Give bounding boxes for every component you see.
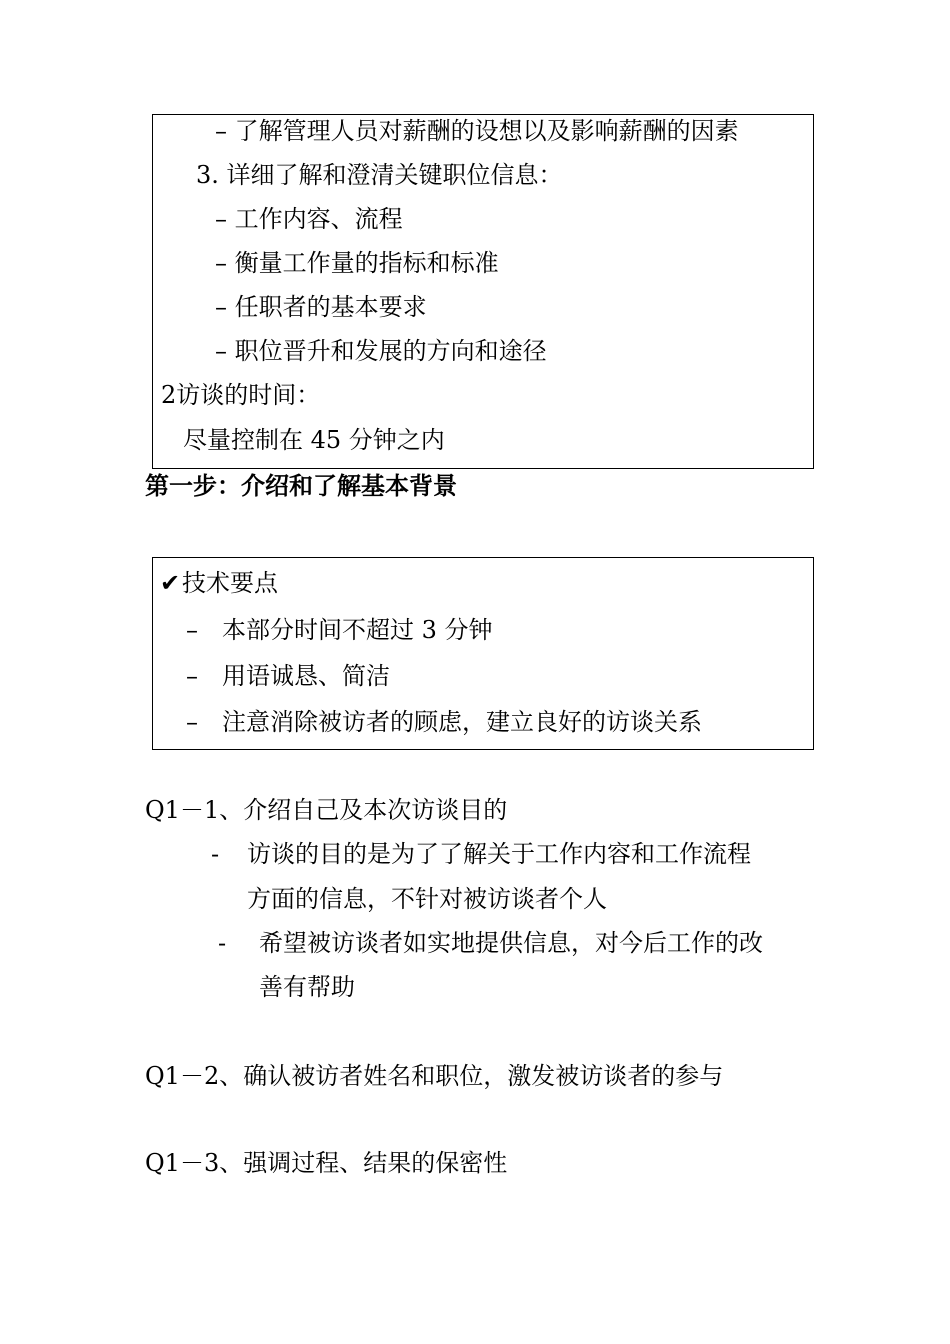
technical-point-time: – 本部分时间不超过 3 分钟	[186, 616, 493, 644]
technical-point-relationship: – 注意消除被访者的顾虑，建立良好的访谈关系	[186, 708, 702, 736]
technical-points-label: 技术要点	[182, 569, 278, 597]
q1-1-bullet1-line1: 访谈的目的是为了了解关于工作内容和工作流程	[247, 840, 751, 868]
technical-point-language: – 用语诚恳、简洁	[186, 662, 390, 690]
box1-line-promotion: – 职位晋升和发展的方向和途径	[215, 337, 547, 365]
q1-2-title: Q1－2、确认被访者姓名和职位，激发被访谈者的参与	[145, 1062, 724, 1090]
q1-1-bullet1-dash: -	[211, 840, 220, 868]
step1-heading: 第一步：介绍和了解基本背景	[145, 471, 457, 500]
check-mark-icon: ✔	[160, 569, 181, 597]
box1-line-key-position: 3. 详细了解和澄清关键职位信息：	[196, 161, 563, 189]
q1-1-bullet2-line1: 希望被访谈者如实地提供信息，对今后工作的改	[259, 929, 763, 957]
box1-line-interview-time: 2访谈的时间：	[161, 381, 321, 409]
box1-line-work-content: – 工作内容、流程	[215, 205, 403, 233]
technical-points-title	[160, 568, 278, 598]
box1-line-salary: – 了解管理人员对薪酬的设想以及影响薪酬的因素	[215, 117, 739, 145]
q1-1-title: Q1－1、介绍自己及本次访谈目的	[145, 796, 508, 824]
q1-1-bullet2-line2: 善有帮助	[259, 973, 355, 1001]
q1-1-bullet2-dash: -	[218, 929, 227, 957]
box1-line-requirements: – 任职者的基本要求	[215, 293, 427, 321]
box1-line-time-limit: 尽量控制在 45 分钟之内	[183, 426, 445, 454]
q1-3-title: Q1－3、强调过程、结果的保密性	[145, 1149, 508, 1177]
q1-1-bullet1-line2: 方面的信息，不针对被访谈者个人	[247, 885, 607, 913]
box1-line-workload: – 衡量工作量的指标和标准	[215, 249, 499, 277]
